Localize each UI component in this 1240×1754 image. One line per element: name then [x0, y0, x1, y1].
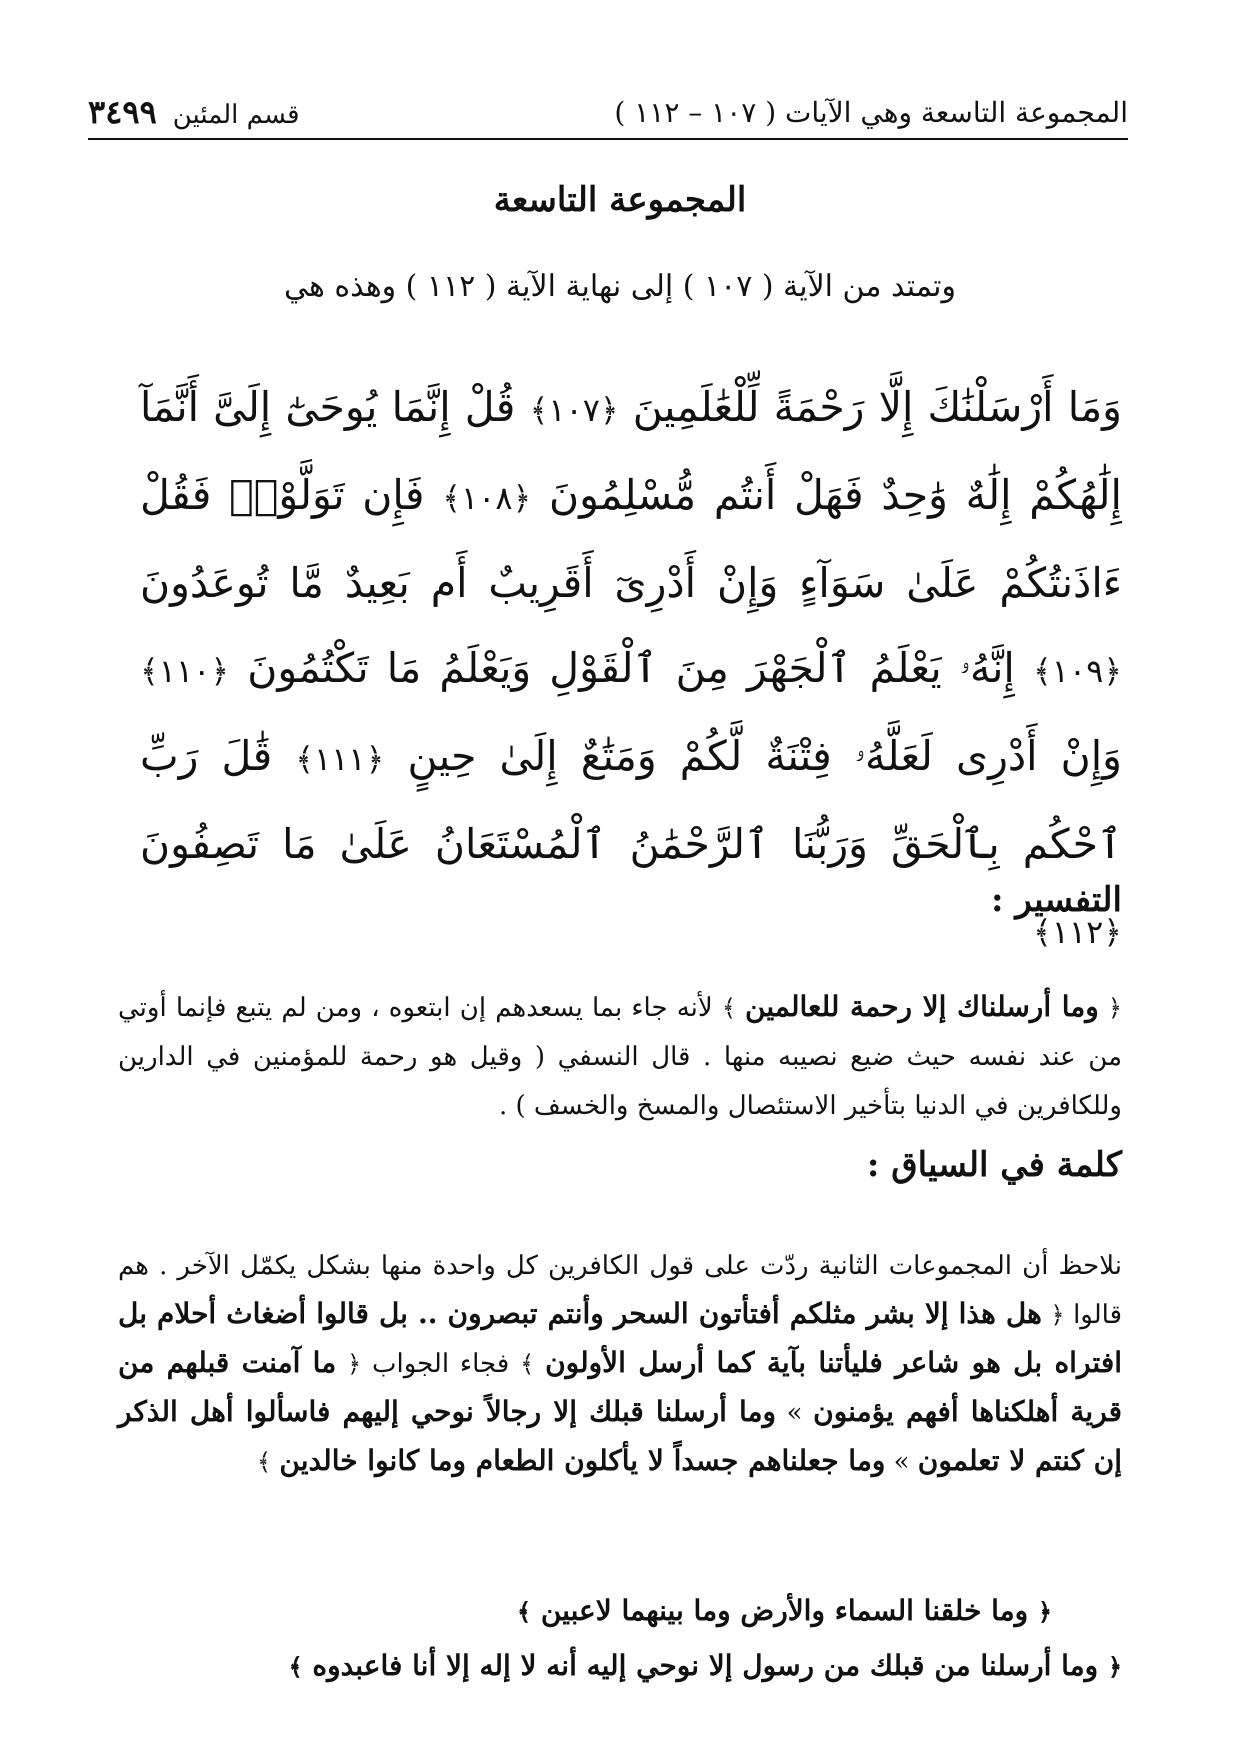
quote-close-bracket: ﴾: [257, 1448, 272, 1476]
quran-verses: [140, 365, 1122, 975]
context-heading: كلمة في السياق :: [866, 1145, 1122, 1185]
context-quoted-verse: هل هذا إلا بشر مثلكم أفتأتون السحر وأنتم تبصرون .. بل قالوا أضغاث أحلام بل افتراه بل هو شاعر فليأتنا بآية كما أرسل الأولون: [118, 1297, 1123, 1379]
ayah-number-marker: ﴿١٠٨﴾: [442, 479, 532, 517]
page-title: المجموعة التاسعة: [493, 180, 747, 220]
quoted-verse-line: [118, 1584, 1122, 1639]
section-name: قسم المئين: [172, 100, 300, 130]
quote-close-bracket: ﴾: [721, 994, 736, 1022]
tafsir-quoted-verse: وما أرسلناك إلا رحمة للعالمين: [745, 990, 1099, 1023]
context-quoted-verse: ما آمنت قبلهم من قرية أهلكناها أفهم يؤمنون: [118, 1346, 1123, 1428]
verse-text: قَٰلَ رَبِّ ٱحْكُم بِٱلْحَقِّ وَرَبُّنَا ٱلرَّحْمَٰنُ ٱلْمُسْتَعَانُ عَلَىٰ مَا تَصِفُونَ: [140, 732, 1122, 868]
quote-close-bracket: ﴾: [517, 1598, 532, 1626]
context-text: نلاحظ أن المجموعات الثانية ردّت على قول الكافرين كل واحدة منها بشكل يكمّل الآخر . هم قالوا: [118, 1251, 1123, 1330]
quoted-verses-block: [118, 1584, 1122, 1694]
context-paragraph: [118, 1242, 1122, 1486]
verse-text: إِنَّهُۥ يَعْلَمُ ٱلْجَهْرَ مِنَ ٱلْقَوْلِ وَيَعْلَمُ مَا تَكْتُمُونَ: [247, 644, 1015, 692]
ayah-number-marker: ﴿١١٢﴾: [1032, 913, 1122, 951]
ayah-number-marker: ﴿١١١﴾: [295, 740, 385, 778]
context-text: فجاء الجواب: [372, 1349, 510, 1379]
quote-open-bracket: ﴿: [1050, 1301, 1065, 1329]
page-number: ٣٤٩٩: [88, 93, 157, 131]
quote-open-bracket: ﴿: [1107, 1653, 1122, 1681]
verse-text: فَإِن تَوَلَّوْا۟ فَقُلْ ءَاذَنتُكُمْ عَلَىٰ سَوَآءٍ وَإِنْ أَدْرِىٓ أَقَرِيبٌ أَم بَعِيدٌ مَّا تُوعَدُونَ: [140, 471, 1122, 607]
quoted-verse: وما أرسلنا من قبلك من رسول إلا نوحي إليه أنه لا إله إلا أنا فاعبدوه: [312, 1649, 1099, 1682]
verse-text: وَإِنْ أَدْرِى لَعَلَّهُۥ فِتْنَةٌ لَّكُمْ وَمَتَٰعٌ إِلَىٰ حِينٍ: [407, 732, 1122, 780]
quote-close-bracket: ﴾: [520, 1350, 535, 1378]
intro-text: وتمتد من الآية ( ١٠٧ ) إلى نهاية الآية ( ١١٢ ) وهذه هي: [284, 269, 956, 304]
ayah-number-marker: ﴿١٠٩﴾: [1032, 652, 1122, 690]
verse-separator: »: [786, 1398, 803, 1428]
tafsir-paragraph: [118, 982, 1122, 1131]
tafsir-body: لأنه جاء بما يسعدهم إن ابتعوه ، ومن لم يتبع فإنما أوتي من عند نفسه حيث ضيع نصيبه منها . قال النسفي ( وقيل هو رحمة للمؤمنين في الدارين وللكافرين في الدنيا بتأخير الاستئصال والمسخ والخسف ) .: [118, 993, 1122, 1121]
context-quoted-verse: وما جعلناهم جسداً لا يأكلون الطعام وما كانوا خالدين: [279, 1444, 886, 1477]
verse-text: وَمَا أَرْسَلْنَٰكَ إِلَّا رَحْمَةً لِّلْعَٰلَمِينَ: [632, 383, 1122, 431]
quote-open-bracket: ﴿: [1037, 1598, 1052, 1626]
ayah-number-marker: ﴿١٠٧﴾: [529, 391, 619, 429]
context-quoted-verse: وما أرسلنا قبلك إلا رجالاً نوحي إليهم فاسألوا أهل الذكر إن كنتم لا تعلمون: [118, 1395, 1122, 1477]
quoted-verse: وما خلقنا السماء والأرض وما بينهما لاعبين: [540, 1594, 1029, 1627]
ayah-number-marker: ﴿١١٠﴾: [140, 652, 230, 690]
tafsir-heading: التفسير :: [990, 880, 1122, 920]
quote-close-bracket: ﴾: [288, 1653, 303, 1681]
quote-open-bracket: ﴿: [347, 1350, 362, 1378]
chapter-range: المجموعة التاسعة وهي الآيات ( ١٠٧ – ١١٢ ): [614, 95, 1128, 129]
verse-separator: »: [893, 1447, 910, 1477]
section-label: [88, 93, 300, 131]
header-divider: [88, 138, 1128, 140]
quote-open-bracket: ﴿: [1107, 994, 1122, 1022]
quoted-verse-line: [118, 1639, 1122, 1694]
verse-text: قُلْ إِنَّمَا يُوحَىٰٓ إِلَىَّ أَنَّمَآ إِلَٰهُكُمْ إِلَٰهٌ وَٰحِدٌ فَهَلْ أَنتُم مُّسْلِمُونَ: [140, 383, 1122, 519]
running-header: [88, 88, 1128, 136]
